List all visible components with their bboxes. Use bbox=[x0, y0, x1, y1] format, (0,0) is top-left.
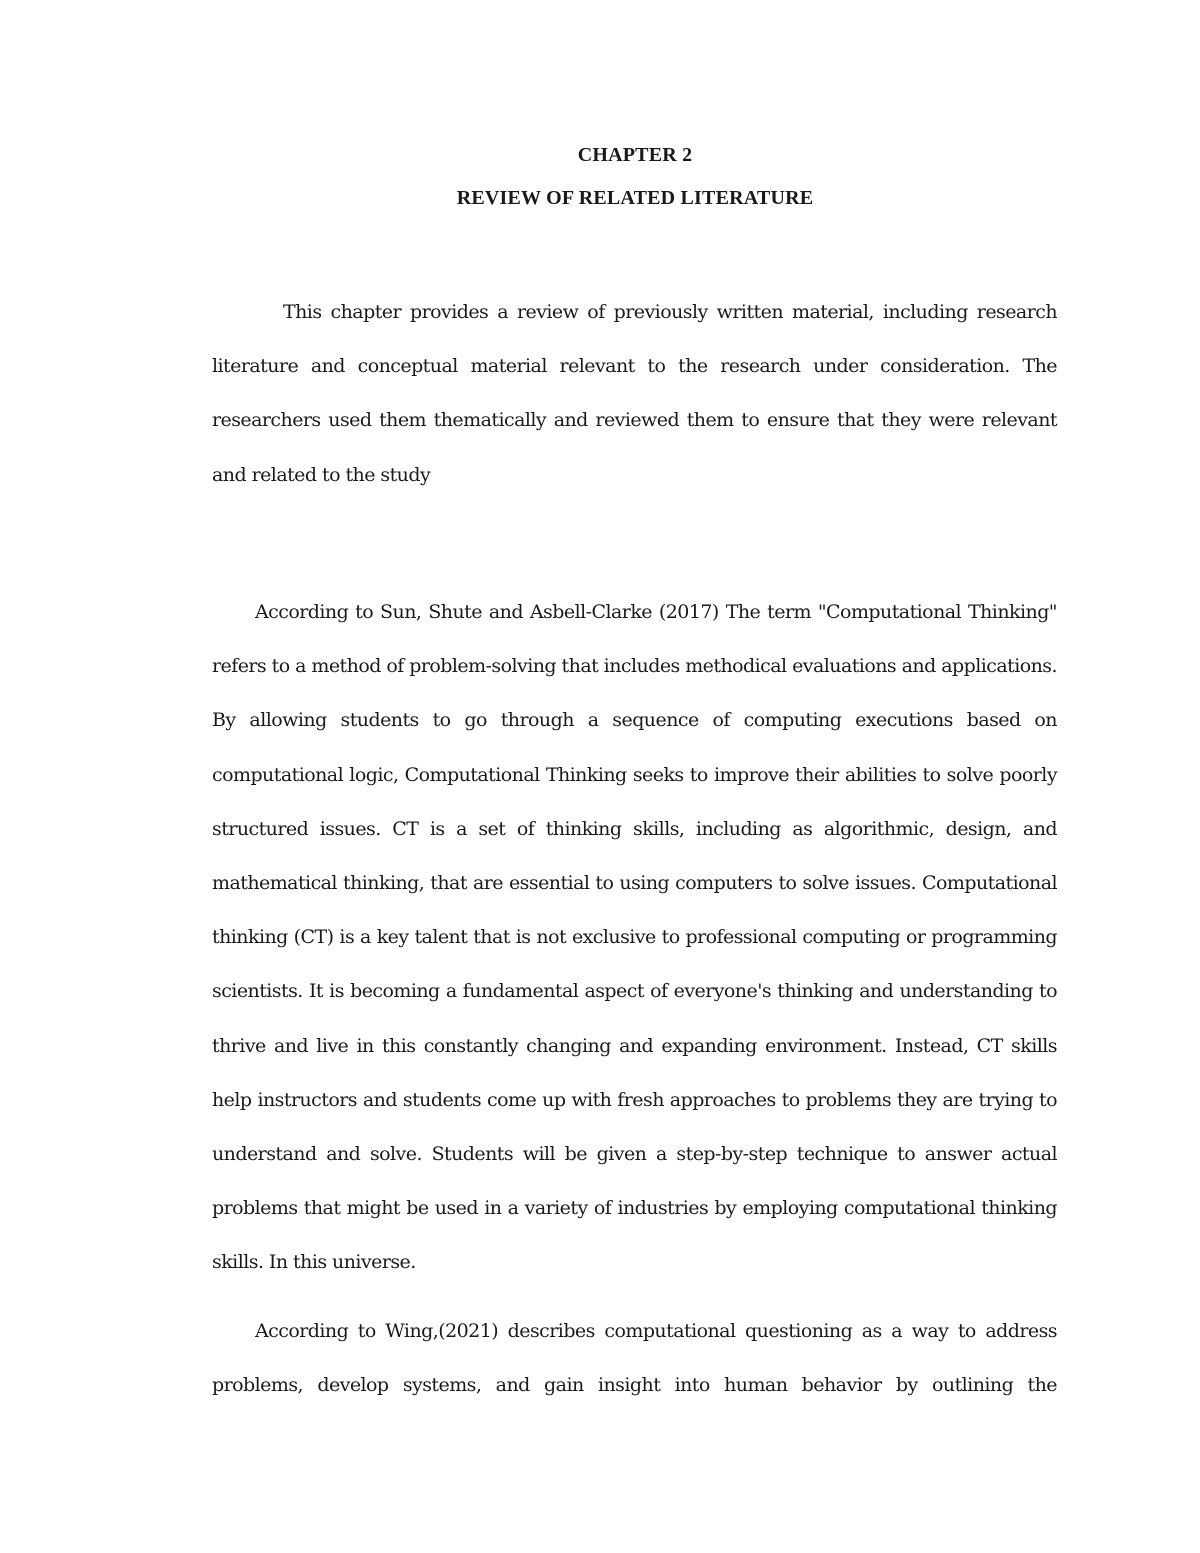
paragraph-computational-thinking-sun: According to Sun, Shute and Asbell-Clarke (2017) The term "Computational Thinking" refers to a method of problem-solving that includes methodical evaluations and applications. By allowing students to go through a sequence of computing executions based on computational logic, Computational Thinking seeks to improve their abilities to solve poorly structured issues. CT is a set of thinking skills, including as algorithmic, design, and mathematical thinking, that are essential to using computers to solve issues. Computational thinking (CT) is a key talent that is not exclusive to professional computing or programming scientists. It is becoming a fundamental aspect of everyone's thinking and understanding to thrive and live in this constantly changing and expanding environment. Instead, CT skills help instructors and students come up with fresh approaches to problems they are trying to understand and solve. Students will be given a step-by-step technique to answer actual problems that might be used in a variety of industries by employing computational thinking skills. In this universe. bbox=[212, 601, 1057, 1274]
chapter-title: CHAPTER 2 bbox=[577, 144, 693, 166]
paragraph-intro: This chapter provides a review of previously written material, including research literature and conceptual material relevant to the research under consideration. The researchers used them thematically and reviewed them to ensure that they were relevant and related to the study bbox=[212, 301, 1057, 486]
chapter-subtitle: REVIEW OF RELATED LITERATURE bbox=[456, 187, 814, 209]
paragraph-computational-questioning-wing: According to Wing,(2021) describes computational questioning as a way to address problems, develop systems, and gain insight into human behavior by outlining the bbox=[212, 1320, 1057, 1397]
